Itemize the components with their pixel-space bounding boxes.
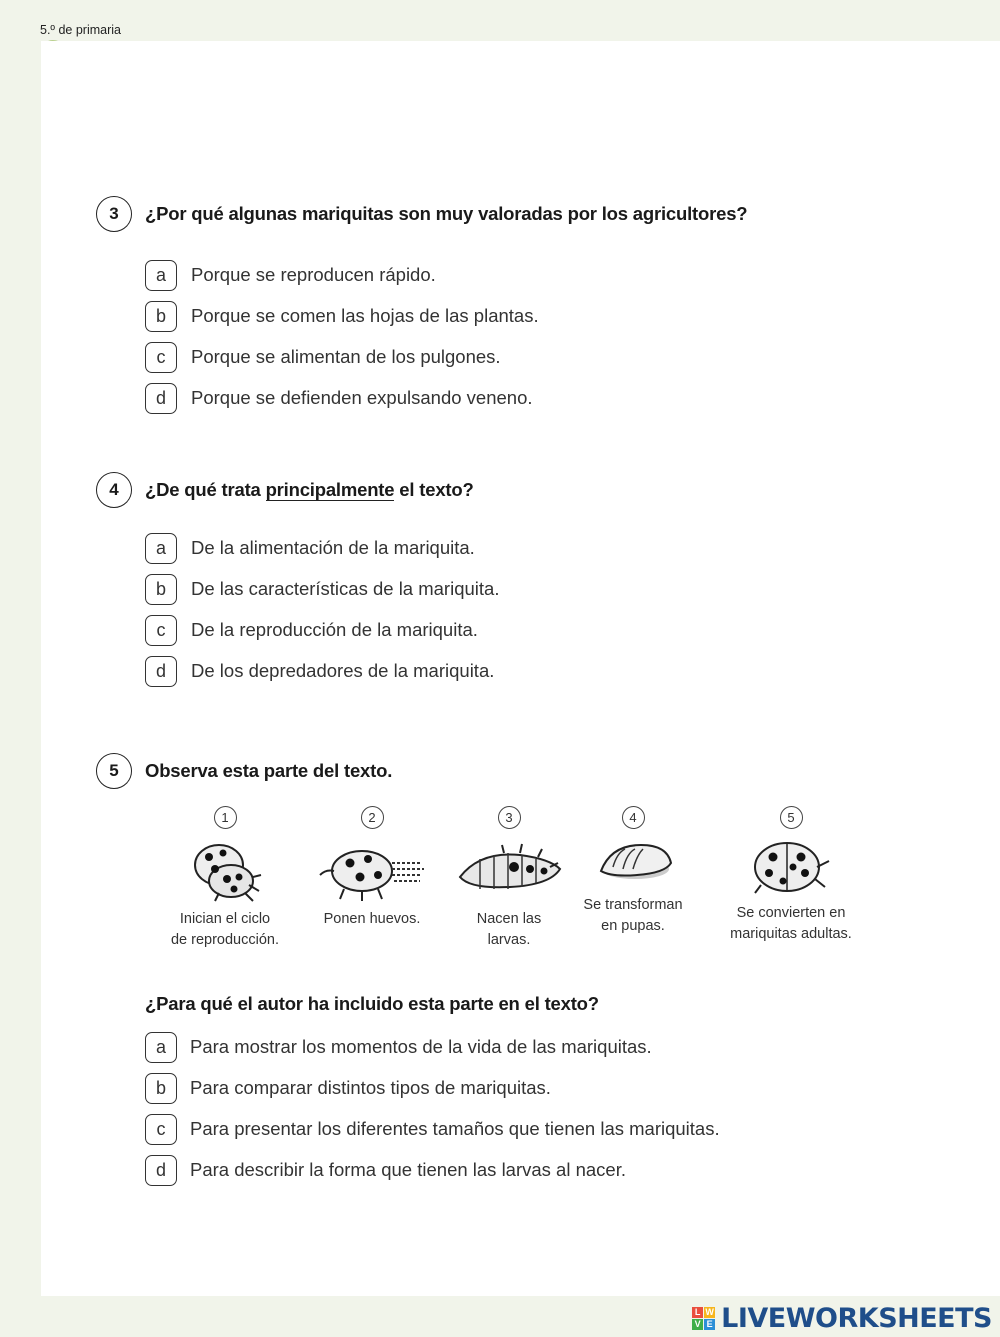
logo-mark-icon — [692, 1307, 715, 1330]
stage-caption: Ponen huevos. — [323, 911, 421, 927]
option-text: Porque se alimentan de los pulgones. — [191, 346, 501, 367]
question-text-start: ¿De qué trata — [145, 479, 266, 500]
larva-illustration — [454, 837, 564, 903]
logo-letter: E — [704, 1319, 715, 1330]
option-letter-box[interactable]: b — [145, 574, 177, 605]
logo-letter: W — [705, 1307, 714, 1317]
option-text: De la alimentación de la mariquita. — [191, 537, 475, 558]
lifecycle-stage-1 — [150, 806, 300, 951]
question-text — [145, 479, 474, 501]
stage-number: 2 — [361, 806, 384, 829]
question-5-text: ¿Para qué el autor ha incluido esta parte en el texto? — [145, 993, 599, 1014]
question-number-badge: 3 — [96, 196, 132, 232]
option-text: Para presentar los diferentes tamaños que tienen las mariquitas. — [190, 1118, 720, 1139]
question-intro: Observa esta parte del texto. — [145, 760, 393, 781]
stage-caption: Nacen las larvas. — [476, 911, 542, 948]
option-text: Porque se reproducen rápido. — [191, 264, 436, 285]
stage-number: 5 — [780, 806, 803, 829]
question-number-badge: 4 — [96, 472, 132, 508]
option-text: Para comparar distintos tipos de mariquitas. — [190, 1077, 551, 1098]
option-letter-box[interactable]: c — [145, 1114, 177, 1145]
liveworksheets-logo[interactable] — [692, 1303, 992, 1334]
page-header-grade: 5.º de primaria — [40, 23, 121, 37]
stage-caption: Inician el ciclo de reproducción. — [170, 911, 279, 948]
option-text: Para describir la forma que tienen las larvas al nacer. — [190, 1159, 626, 1180]
worksheet-page — [41, 41, 1000, 1296]
stage-caption: Se transforman en pupas. — [583, 897, 683, 934]
ladybug-laying-eggs-illustration — [314, 837, 430, 903]
option-text: De los depredadores de la mariquita. — [191, 660, 495, 681]
option-text: Porque se comen las hojas de las plantas. — [191, 305, 539, 326]
option-text: De las características de la mariquita. — [191, 578, 500, 599]
stage-caption: Se convierten en mariquitas adultas. — [730, 905, 852, 942]
option-text: De la reproducción de la mariquita. — [191, 619, 478, 640]
adult-ladybug-illustration — [745, 837, 837, 897]
option-letter-box[interactable]: b — [145, 301, 177, 332]
option-letter-box[interactable]: d — [145, 383, 177, 414]
pupa-illustration — [591, 837, 675, 889]
logo-letter: V — [692, 1319, 703, 1330]
stage-number: 4 — [622, 806, 645, 829]
stage-number: 3 — [498, 806, 521, 829]
stage-number: 1 — [214, 806, 237, 829]
option-letter-box[interactable]: a — [145, 533, 177, 564]
option-letter-box[interactable]: d — [145, 656, 177, 687]
lifecycle-stage-5 — [716, 806, 866, 945]
option-text: Para mostrar los momentos de la vida de las mariquitas. — [190, 1036, 652, 1057]
option-letter-box[interactable]: b — [145, 1073, 177, 1104]
option-text: Porque se defienden expulsando veneno. — [191, 387, 533, 408]
question-text: ¿Por qué algunas mariquitas son muy valoradas por los agricultores? — [145, 203, 748, 224]
option-letter-box[interactable]: d — [145, 1155, 177, 1186]
lifecycle-stage-4 — [558, 806, 708, 937]
logo-text: LIVEWORKSHEETS — [721, 1303, 992, 1334]
logo-letter: L — [692, 1307, 703, 1318]
lifecycle-stage-2 — [297, 806, 447, 930]
mating-ladybugs-illustration — [179, 837, 271, 903]
option-letter-box[interactable]: c — [145, 342, 177, 373]
option-letter-box[interactable]: c — [145, 615, 177, 646]
question-number-badge: 5 — [96, 753, 132, 789]
underlined-word: principalmente — [265, 479, 395, 500]
question-text-end: el texto? — [394, 479, 474, 500]
option-letter-box[interactable]: a — [145, 1032, 177, 1063]
option-letter-box[interactable]: a — [145, 260, 177, 291]
